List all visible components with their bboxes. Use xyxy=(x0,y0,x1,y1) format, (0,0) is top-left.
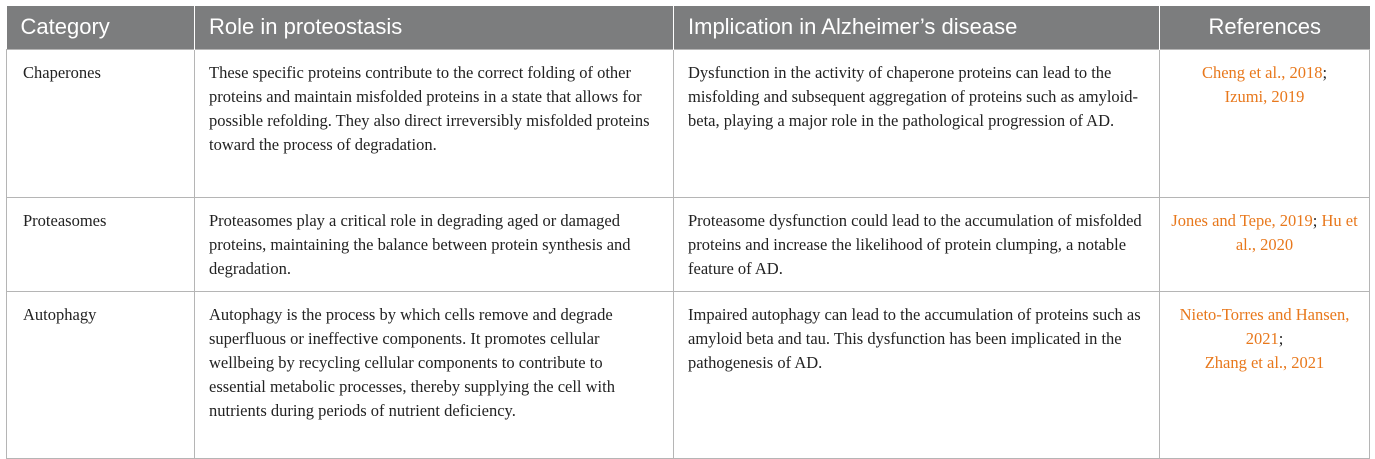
role-cell: Autophagy is the process by which cells remove and degrade superfluous or ineffective components. It promotes cellular wellbeing by recycling cellular components to contribute to essential metabolic processes, thereby supplying the cell with nutrients during periods of nutrient deficiency. xyxy=(195,291,674,458)
reference-separator: ; xyxy=(1278,328,1284,348)
references-cell xyxy=(1160,49,1370,197)
role-cell: Proteasomes play a critical role in degrading aged or damaged proteins, maintaining the balance between protein synthesis and degradation. xyxy=(195,197,674,291)
reference-link[interactable]: Hu et al., 2020 xyxy=(1235,210,1358,254)
category-cell: Autophagy xyxy=(7,291,195,458)
implication-cell: Dysfunction in the activity of chaperone proteins can lead to the misfolding and subsequent aggregation of proteins such as amyloid-beta, playing a major role in the pathological progression of AD. xyxy=(674,49,1160,197)
reference-link[interactable]: Izumi, 2019 xyxy=(1224,86,1305,106)
reference-link[interactable]: Cheng et al., 2018 xyxy=(1201,62,1323,82)
table-row xyxy=(7,49,1370,197)
reference-separator: ; xyxy=(1322,62,1328,82)
column-header-category: Category xyxy=(7,6,195,49)
implication-cell: Impaired autophagy can lead to the accumulation of proteins such as amyloid beta and tau. This dysfunction has been implicated in the pathogenesis of AD. xyxy=(674,291,1160,458)
role-cell: These specific proteins contribute to the correct folding of other proteins and maintain misfolded proteins in a state that allows for possible refolding. They also direct irreversibly misfolded proteins toward the process of degradation. xyxy=(195,49,674,197)
references-cell xyxy=(1160,291,1370,458)
references-cell xyxy=(1160,197,1370,291)
column-header-implication: Implication in Alzheimer’s disease xyxy=(674,6,1160,49)
implication-cell: Proteasome dysfunction could lead to the accumulation of misfolded proteins and increase the likelihood of protein clumping, a notable feature of AD. xyxy=(674,197,1160,291)
proteostasis-table xyxy=(6,6,1370,459)
reference-link[interactable]: Zhang et al., 2021 xyxy=(1204,352,1325,372)
table-row xyxy=(7,291,1370,458)
category-cell: Proteasomes xyxy=(7,197,195,291)
column-header-role: Role in proteostasis xyxy=(195,6,674,49)
column-header-references: References xyxy=(1160,6,1370,49)
category-cell: Chaperones xyxy=(7,49,195,197)
reference-link[interactable]: Nieto-Torres and Hansen, 2021 xyxy=(1179,304,1350,348)
reference-separator: ; xyxy=(1312,210,1318,230)
reference-link[interactable]: Jones and Tepe, 2019 xyxy=(1171,210,1313,230)
table-row xyxy=(7,197,1370,291)
table-header-row xyxy=(7,6,1370,49)
